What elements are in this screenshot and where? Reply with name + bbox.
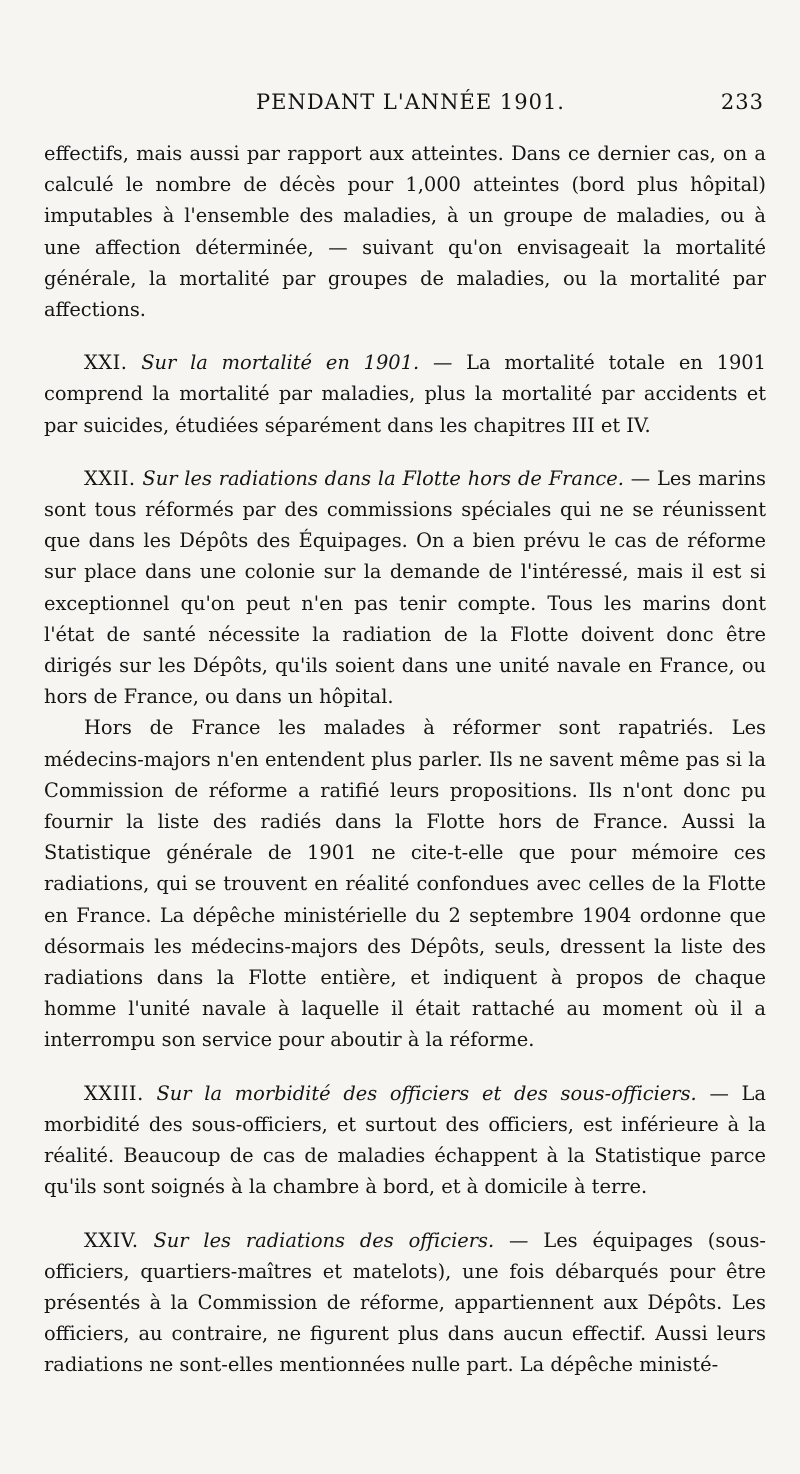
page-number: 233 [720,90,764,114]
section-title: Sur la mortalité en 1901. [141,351,420,375]
section-xxii [44,463,766,713]
section-xxi [44,347,766,441]
section-title: Sur les radiations des officiers. [153,1228,495,1252]
section-xxiii [44,1078,766,1203]
paragraph-text: Hors de France les malades à réformer sont rapatriés. Les médecins-majors n'en entendent plus parler. Ils ne savent même pas si la Commission de réforme a ratifié leurs propositions. Ils n'ont donc pu fournir la liste des radiés dans la Flotte hors de France. Aussi la Statistique générale de 1901 ne cite-t-elle que pour mémoire ces radiations, qui se trouvent en réalité confondues avec celles de la Flotte en France. La dépêche ministérielle du 2 septembre 1904 ordonne que désormais les médecins-majors des Dépôts, seuls, dressent la liste des radiations dans la Flotte entière, et indiquent à propos de chaque homme l'unité navale à laquelle il était rattaché au moment où il a interrompu son service pour aboutir à la réforme. [44,716,766,1052]
section-text: — La mortalité totale en 1901 comprend la mortalité par maladies, plus la mortalité par accidents et par suicides, étudiées séparément dans les chapitres III et IV. [44,351,766,437]
paragraph-text: effectifs, mais aussi par rapport aux atteintes. Dans ce dernier cas, on a calculé le nombre de décès pour 1,000 atteintes (bord plus hôpital) imputables à l'ensemble des maladies, à un groupe de maladies, ou à une affection déterminée, — suivant qu'on envisageait la mortalité générale, la mortalité par groupes de maladies, ou la mortalité par affections. [44,142,766,322]
section-title: Sur la morbidité des officiers et des sous-officiers. [156,1081,697,1105]
section-number: XXIV. [84,1228,139,1252]
section-text: — Les équipages (sous-officiers, quartiers-maîtres et matelots), une fois débarqués pour être présentés à la Commission de réforme, appartiennent aux Dépôts. Les officiers, au contraire, ne figurent plus dans aucun effectif. Aussi leurs radiations ne sont-elles mentionnées nulle part. La dépêche ministé- [44,1228,766,1377]
section-xxiv [44,1225,766,1381]
running-header [44,90,764,124]
running-title: PENDANT L'ANNÉE 1901. [256,90,565,114]
section-number: XXI. [84,351,128,375]
section-text: — La morbidité des sous-officiers, et surtout des officiers, est inférieure à la réalité. Beaucoup de cas de maladies échappent à la Statistique parce qu'ils sont soignés à la chambre à bord, et à domicile à terre. [44,1081,766,1199]
section-title: Sur les radiations dans la Flotte hors de France. [142,466,624,490]
section-number: XXII. [84,466,136,490]
paragraph [44,712,766,1055]
section-text: — Les marins sont tous réformés par des commissions spéciales qui ne se réunissent que dans les Dépôts des Équipages. On a bien prévu le cas de réforme sur place dans une colonie sur la demande de l'intéressé, mais il est si exceptionnel qu'on peut n'en pas tenir compte. Tous les marins dont l'état de santé nécessite la radiation de la Flotte doivent donc être dirigés sur les Dépôts, qu'ils soient dans une unité navale en France, ou hors de France, ou dans un hôpital. [44,466,766,709]
page-body [44,138,766,1381]
section-number: XXIII. [84,1081,144,1105]
paragraph-continued [44,138,766,325]
